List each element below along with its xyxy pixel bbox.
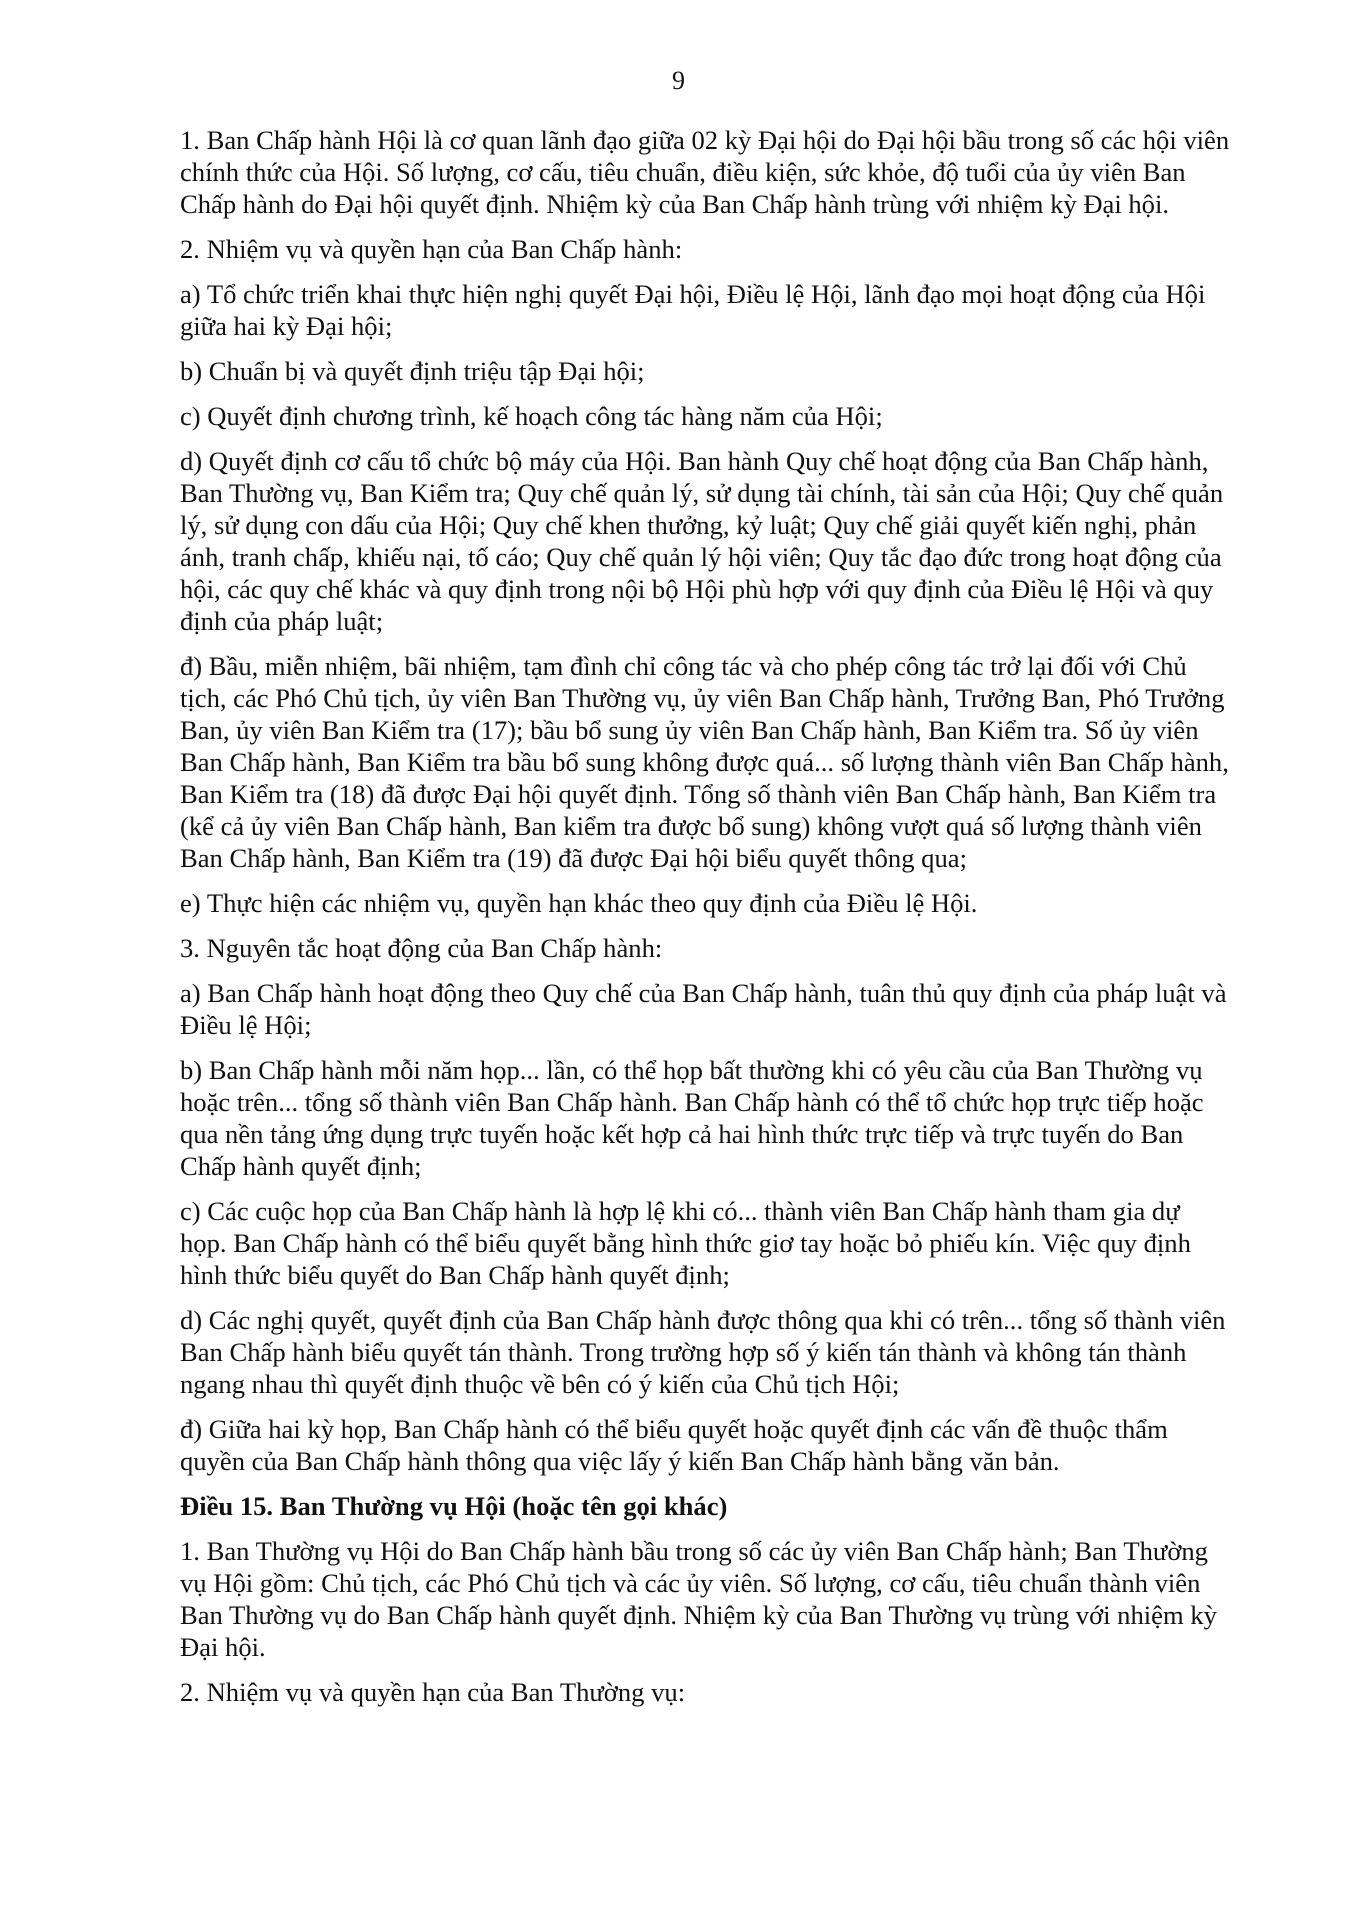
article-15-paragraph-1: 1. Ban Thường vụ Hội do Ban Chấp hành bầu trong số các ủy viên Ban Chấp hành; Ban Thường vụ Hội gồm: Chủ tịch, các Phó Chủ tịch và các ủy viên. Số lượng, cơ cấu, tiêu chuẩn thành viên Ban Thường vụ do Ban Chấp hành quyết định. Nhiệm kỳ của Ban Thường vụ trùng với nhiệm kỳ Đại hội. <box>180 1536 1217 1662</box>
paragraph-3d: d) Các nghị quyết, quyết định của Ban Chấp hành được thông qua khi có trên... tổng số thành viên Ban Chấp hành biểu quyết tán thành. Trong trường hợp số ý kiến tán thành và không tán thành ngang nhau thì quyết định thuộc về bên có ý kiến của Chủ tịch Hội; <box>180 1305 1226 1399</box>
paragraph-2d: d) Quyết định cơ cấu tổ chức bộ máy của Hội. Ban hành Quy chế hoạt động của Ban Chấp hành, Ban Thường vụ, Ban Kiểm tra; Quy chế quản lý, sử dụng tài chính, tài sản của Hội; Quy chế quản lý, sử dụng con dấu của Hội; Quy chế khen thưởng, kỷ luật; Quy chế giải quyết kiến nghị, phản ánh, tranh chấp, khiếu nại, tố cáo; Quy chế quản lý hội viên; Quy tắc đạo đức trong hoạt động của hội, các quy chế khác và quy định trong nội bộ Hội phù hợp với quy định của Điều lệ Hội và quy định của pháp luật; <box>180 446 1224 636</box>
paragraph-3dd: đ) Giữa hai kỳ họp, Ban Chấp hành có thể biểu quyết hoặc quyết định các vấn đề thuộc thẩm quyền của Ban Chấp hành thông qua việc lấy ý kiến Ban Chấp hành bằng văn bản. <box>180 1414 1168 1476</box>
paragraph-2a: a) Tổ chức triển khai thực hiện nghị quyết Đại hội, Điều lệ Hội, lãnh đạo mọi hoạt động của Hội giữa hai kỳ Đại hội; <box>180 279 1206 341</box>
document-body <box>180 124 1232 1721</box>
paragraph-1: 1. Ban Chấp hành Hội là cơ quan lãnh đạo giữa 02 kỳ Đại hội do Đại hội bầu trong số các hội viên chính thức của Hội. Số lượng, cơ cấu, tiêu chuẩn, điều kiện, sức khỏe, độ tuổi của ủy viên Ban Chấp hành do Đại hội quyết định. Nhiệm kỳ của Ban Chấp hành trùng với nhiệm kỳ Đại hội. <box>180 125 1230 219</box>
paragraph-2dd: đ) Bầu, miễn nhiệm, bãi nhiệm, tạm đình chỉ công tác và cho phép công tác trở lại đối với Chủ tịch, các Phó Chủ tịch, ủy viên Ban Thường vụ, ủy viên Ban Chấp hành, Trưởng Ban, Phó Trưởng Ban, ủy viên Ban Kiểm tra (17); bầu bổ sung ủy viên Ban Chấp hành, Ban Kiểm tra. Số ủy viên Ban Chấp hành, Ban Kiểm tra bầu bổ sung không được quá... số lượng thành viên Ban Chấp hành, Ban Kiểm tra (18) đã được Đại hội quyết định. Tổng số thành viên Ban Chấp hành, Ban Kiểm tra (kể cả ủy viên Ban Chấp hành, Ban kiểm tra được bổ sung) không vượt quá số lượng thành viên Ban Chấp hành, Ban Kiểm tra (19) đã được Đại hội biểu quyết thông qua; <box>180 651 1229 873</box>
paragraph-2e: e) Thực hiện các nhiệm vụ, quyền hạn khác theo quy định của Điều lệ Hội. <box>180 888 978 918</box>
article-15-paragraph-2: 2. Nhiệm vụ và quyền hạn của Ban Thường vụ: <box>180 1677 686 1707</box>
article-15-heading: Điều 15. Ban Thường vụ Hội (hoặc tên gọi khác) <box>180 1491 728 1521</box>
paragraph-2c: c) Quyết định chương trình, kế hoạch công tác hàng năm của Hội; <box>180 401 883 431</box>
paragraph-3a: a) Ban Chấp hành hoạt động theo Quy chế của Ban Chấp hành, tuân thủ quy định của pháp luật và Điều lệ Hội; <box>180 978 1227 1040</box>
page-number: 9 <box>672 66 685 95</box>
paragraph-2: 2. Nhiệm vụ và quyền hạn của Ban Chấp hành: <box>180 234 683 264</box>
paragraph-3: 3. Nguyên tắc hoạt động của Ban Chấp hành: <box>180 933 663 963</box>
paragraph-3c: c) Các cuộc họp của Ban Chấp hành là hợp lệ khi có... thành viên Ban Chấp hành tham gia dự họp. Ban Chấp hành có thể biểu quyết bằng hình thức giơ tay hoặc bỏ phiếu kín. Việc quy định hình thức biểu quyết do Ban Chấp hành quyết định; <box>180 1196 1191 1290</box>
paragraph-2b: b) Chuẩn bị và quyết định triệu tập Đại hội; <box>180 356 645 386</box>
paragraph-3b: b) Ban Chấp hành mỗi năm họp... lần, có thể họp bất thường khi có yêu cầu của Ban Thường vụ hoặc trên... tổng số thành viên Ban Chấp hành. Ban Chấp hành có thể tổ chức họp trực tiếp hoặc qua nền tảng ứng dụng trực tuyến hoặc kết hợp cả hai hình thức trực tiếp và trực tuyến do Ban Chấp hành quyết định; <box>180 1055 1204 1181</box>
